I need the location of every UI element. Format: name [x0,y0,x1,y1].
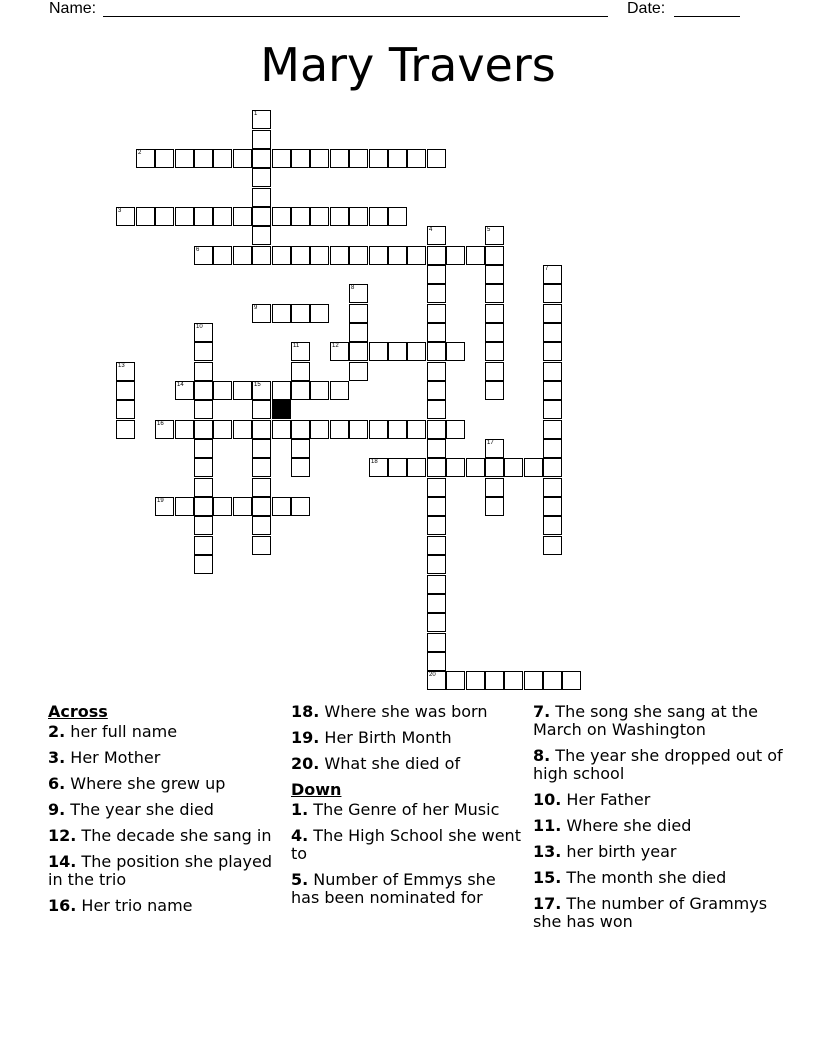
clue-text: her full name [65,722,178,741]
grid-cell[interactable] [543,497,562,516]
grid-cell[interactable] [427,342,446,361]
grid-cell[interactable] [427,323,446,342]
grid-cell[interactable] [194,516,213,535]
grid-cell[interactable] [543,439,562,458]
grid-cell[interactable] [388,207,407,226]
grid-cell[interactable] [524,671,543,690]
down-clue [533,747,783,783]
grid-cell[interactable] [427,284,446,303]
grid-cell[interactable] [213,149,232,168]
grid-cell[interactable] [116,400,135,419]
grid-cell[interactable] [427,671,446,690]
grid-cell[interactable] [213,381,232,400]
grid-cell[interactable] [485,671,504,690]
grid-cell[interactable] [369,420,388,439]
grid-cell[interactable] [330,342,349,361]
grid-cell[interactable] [369,342,388,361]
clue-text: Her Birth Month [319,728,452,747]
grid-cell[interactable] [349,362,368,381]
clue-number: 2. [48,722,66,741]
down-clue [533,817,783,835]
clue-number: 11. [533,816,562,835]
clue-number: 20. [291,754,320,773]
cell-number: 14 [177,382,184,388]
grid-cell[interactable] [252,149,271,168]
grid-cell[interactable] [446,458,465,477]
grid-cell[interactable] [388,458,407,477]
cell-number: 15 [254,382,261,388]
cell-number: 1 [254,111,258,117]
grid-cell[interactable] [427,594,446,613]
clues-column-1 [48,703,278,923]
grid-cell[interactable] [543,381,562,400]
grid-cell[interactable] [233,207,252,226]
across-clue [48,723,278,741]
cell-number: 19 [157,498,164,504]
grid-cell[interactable] [543,516,562,535]
grid-cell[interactable] [543,323,562,342]
grid-cell[interactable] [543,420,562,439]
grid-cell[interactable] [194,362,213,381]
grid-cell[interactable] [194,420,213,439]
grid-cell[interactable] [310,246,329,265]
grid-cell[interactable] [485,265,504,284]
grid-cell[interactable] [466,671,485,690]
clue-number: 9. [48,800,66,819]
grid-cell[interactable] [427,652,446,671]
grid-cell[interactable] [116,362,135,381]
grid-cell[interactable] [175,149,194,168]
cell-number: 7 [545,266,549,272]
grid-cell[interactable] [291,342,310,361]
grid-cell[interactable] [252,110,271,129]
grid-cell[interactable] [310,381,329,400]
down-heading: Down [291,780,342,799]
clue-number: 4. [291,826,309,845]
grid-cell[interactable] [427,555,446,574]
clue-text: The Genre of her Music [308,800,500,819]
grid-cell[interactable] [427,613,446,632]
grid-cell[interactable] [291,149,310,168]
black-cell [272,400,291,419]
grid-cell[interactable] [272,304,291,323]
grid-cell[interactable] [252,226,271,245]
across-clue [48,775,278,793]
grid-cell[interactable] [427,420,446,439]
cell-number: 3 [118,208,122,214]
grid-cell[interactable] [369,207,388,226]
across-clue [48,801,278,819]
grid-cell[interactable] [407,420,426,439]
grid-cell[interactable] [349,207,368,226]
grid-cell[interactable] [175,497,194,516]
cell-number: 10 [196,324,203,330]
grid-cell[interactable] [194,458,213,477]
grid-cell[interactable] [543,342,562,361]
clue-text: Her Mother [65,748,161,767]
grid-cell[interactable] [272,149,291,168]
grid-cell[interactable] [466,246,485,265]
across-heading: Across [48,702,108,721]
name-label: Name: [49,0,97,17]
grid-cell[interactable] [446,246,465,265]
cell-number: 9 [254,305,258,311]
cell-number: 20 [429,672,436,678]
grid-cell[interactable] [136,207,155,226]
grid-cell[interactable] [485,381,504,400]
grid-cell[interactable] [388,246,407,265]
grid-cell[interactable] [310,149,329,168]
grid-cell[interactable] [407,149,426,168]
down-clue [533,791,783,809]
grid-cell[interactable] [272,497,291,516]
across-clue [48,827,278,845]
grid-cell[interactable] [291,381,310,400]
grid-cell[interactable] [291,439,310,458]
grid-cell[interactable] [272,246,291,265]
grid-cell[interactable] [116,381,135,400]
grid-cell[interactable] [272,420,291,439]
grid-cell[interactable] [485,458,504,477]
clue-text: The High School she went to [291,826,521,863]
clue-number: 15. [533,868,562,887]
grid-cell[interactable] [252,168,271,187]
clue-number: 1. [291,800,309,819]
grid-cell[interactable] [233,149,252,168]
grid-cell[interactable] [194,323,213,342]
grid-cell[interactable] [427,458,446,477]
grid-cell[interactable] [310,304,329,323]
grid-cell[interactable] [330,207,349,226]
clue-text: The month she died [561,868,727,887]
grid-cell[interactable] [543,265,562,284]
grid-cell[interactable] [213,420,232,439]
grid-cell[interactable] [175,381,194,400]
grid-cell[interactable] [349,246,368,265]
grid-cell[interactable] [427,516,446,535]
grid-cell[interactable] [543,304,562,323]
grid-cell[interactable] [427,246,446,265]
grid-cell[interactable] [330,246,349,265]
down-clue [291,827,521,863]
grid-cell[interactable] [562,671,581,690]
grid-cell[interactable] [485,226,504,245]
grid-cell[interactable] [388,342,407,361]
grid-cell[interactable] [369,149,388,168]
grid-cell[interactable] [349,323,368,342]
grid-cell[interactable] [349,149,368,168]
grid-cell[interactable] [233,420,252,439]
grid-cell[interactable] [485,284,504,303]
clue-number: 12. [48,826,77,845]
cell-number: 2 [138,150,142,156]
clue-text: Her trio name [76,896,193,915]
grid-cell[interactable] [291,497,310,516]
across-clue [291,729,521,747]
clue-text: The number of Grammys she has won [533,894,768,931]
grid-cell[interactable] [175,420,194,439]
grid-cell[interactable] [194,400,213,419]
grid-cell[interactable] [291,458,310,477]
clue-text: The position she played in the trio [48,852,273,889]
cell-number: 16 [157,421,164,427]
grid-cell[interactable] [155,497,174,516]
grid-cell[interactable] [194,381,213,400]
down-clue [533,843,783,861]
clue-number: 3. [48,748,66,767]
grid-cell[interactable] [194,478,213,497]
grid-cell[interactable] [349,342,368,361]
grid-cell[interactable] [388,149,407,168]
clue-number: 8. [533,746,551,765]
grid-cell[interactable] [543,536,562,555]
clue-text: What she died of [319,754,461,773]
grid-cell[interactable] [194,342,213,361]
grid-cell[interactable] [407,342,426,361]
grid-cell[interactable] [485,362,504,381]
grid-cell[interactable] [446,342,465,361]
grid-cell[interactable] [155,149,174,168]
grid-cell[interactable] [213,207,232,226]
clue-number: 13. [533,842,562,861]
grid-cell[interactable] [446,420,465,439]
grid-cell[interactable] [213,246,232,265]
grid-cell[interactable] [213,497,232,516]
grid-cell[interactable] [427,149,446,168]
page-title: Mary Travers [260,38,556,92]
grid-cell[interactable] [194,497,213,516]
cell-number: 11 [293,343,300,349]
grid-cell[interactable] [369,458,388,477]
grid-cell[interactable] [427,304,446,323]
grid-cell[interactable] [252,400,271,419]
grid-cell[interactable] [194,207,213,226]
cell-number: 8 [351,285,355,291]
grid-cell[interactable] [388,420,407,439]
grid-cell[interactable] [252,420,271,439]
grid-cell[interactable] [310,207,329,226]
grid-cell[interactable] [543,362,562,381]
clue-text: her birth year [561,842,677,861]
grid-cell[interactable] [543,284,562,303]
cell-number: 6 [196,247,200,253]
grid-cell[interactable] [407,458,426,477]
grid-cell[interactable] [427,362,446,381]
grid-cell[interactable] [194,246,213,265]
grid-cell[interactable] [427,381,446,400]
grid-cell[interactable] [543,671,562,690]
grid-cell[interactable] [330,149,349,168]
grid-cell[interactable] [466,458,485,477]
grid-cell[interactable] [272,207,291,226]
grid-cell[interactable] [310,420,329,439]
clues-column-3 [533,703,783,939]
grid-cell[interactable] [485,246,504,265]
across-clue [291,703,521,721]
clue-number: 19. [291,728,320,747]
grid-cell[interactable] [252,439,271,458]
clue-text: The song she sang at the March on Washington [533,702,759,739]
grid-cell[interactable] [485,497,504,516]
grid-cell[interactable] [252,381,271,400]
grid-cell[interactable] [252,516,271,535]
cell-number: 18 [371,459,378,465]
grid-cell[interactable] [291,246,310,265]
grid-cell[interactable] [252,536,271,555]
clue-number: 5. [291,870,309,889]
grid-cell[interactable] [252,478,271,497]
grid-cell[interactable] [194,536,213,555]
grid-cell[interactable] [504,458,523,477]
clues-column-2 [291,703,521,915]
clue-text: Where she died [561,816,692,835]
grid-cell[interactable] [504,671,523,690]
across-clue [48,897,278,915]
clue-text: Number of Emmys she has been nominated for [291,870,496,907]
clue-number: 18. [291,702,320,721]
grid-cell[interactable] [427,265,446,284]
grid-cell[interactable] [485,478,504,497]
grid-cell[interactable] [369,246,388,265]
down-clue [291,871,521,907]
down-clue [533,895,783,931]
clue-text: Where she was born [319,702,488,721]
clue-text: The decade she sang in [76,826,272,845]
grid-cell[interactable] [155,420,174,439]
grid-cell[interactable] [485,323,504,342]
grid-cell[interactable] [427,226,446,245]
cell-number: 5 [487,227,491,233]
grid-cell[interactable] [175,207,194,226]
cell-number: 17 [487,440,494,446]
grid-cell[interactable] [252,246,271,265]
grid-cell[interactable] [427,536,446,555]
grid-cell[interactable] [252,304,271,323]
grid-cell[interactable] [194,555,213,574]
grid-cell[interactable] [349,420,368,439]
grid-cell[interactable] [427,400,446,419]
grid-cell[interactable] [446,671,465,690]
down-clue [533,703,783,739]
cell-number: 4 [429,227,433,233]
grid-cell[interactable] [291,362,310,381]
grid-cell[interactable] [349,284,368,303]
grid-cell[interactable] [252,207,271,226]
clue-number: 17. [533,894,562,913]
clue-number: 6. [48,774,66,793]
grid-cell[interactable] [252,130,271,149]
grid-cell[interactable] [524,458,543,477]
grid-cell[interactable] [252,497,271,516]
cell-number: 12 [332,343,339,349]
grid-cell[interactable] [291,304,310,323]
grid-cell[interactable] [252,458,271,477]
grid-cell[interactable] [543,478,562,497]
grid-cell[interactable] [543,458,562,477]
grid-cell[interactable] [330,381,349,400]
grid-cell[interactable] [155,207,174,226]
grid-cell[interactable] [427,497,446,516]
grid-cell[interactable] [485,342,504,361]
across-clue [291,755,521,773]
grid-cell[interactable] [233,497,252,516]
grid-cell[interactable] [116,420,135,439]
clue-text: The year she dropped out of high school [533,746,783,783]
grid-cell[interactable] [407,246,426,265]
grid-cell[interactable] [427,478,446,497]
date-label: Date: [627,0,666,17]
grid-cell[interactable] [330,420,349,439]
clue-number: 16. [48,896,77,915]
grid-cell[interactable] [543,400,562,419]
grid-cell[interactable] [194,439,213,458]
grid-cell[interactable] [116,207,135,226]
clue-number: 7. [533,702,551,721]
grid-cell[interactable] [427,575,446,594]
grid-cell[interactable] [349,304,368,323]
grid-cell[interactable] [291,207,310,226]
clue-text: Her Father [561,790,651,809]
across-clue [48,853,278,889]
clue-number: 10. [533,790,562,809]
grid-cell[interactable] [485,304,504,323]
grid-cell[interactable] [291,420,310,439]
grid-cell[interactable] [485,439,504,458]
grid-cell[interactable] [194,149,213,168]
grid-cell[interactable] [427,439,446,458]
clue-text: Where she grew up [65,774,226,793]
down-clue [533,869,783,887]
grid-cell[interactable] [252,188,271,207]
clue-number: 14. [48,852,77,871]
grid-cell[interactable] [136,149,155,168]
clue-text: The year she died [65,800,214,819]
grid-cell[interactable] [233,381,252,400]
grid-cell[interactable] [427,633,446,652]
across-clue [48,749,278,767]
down-clue [291,801,521,819]
grid-cell[interactable] [233,246,252,265]
cell-number: 13 [118,363,125,369]
grid-cell[interactable] [272,381,291,400]
